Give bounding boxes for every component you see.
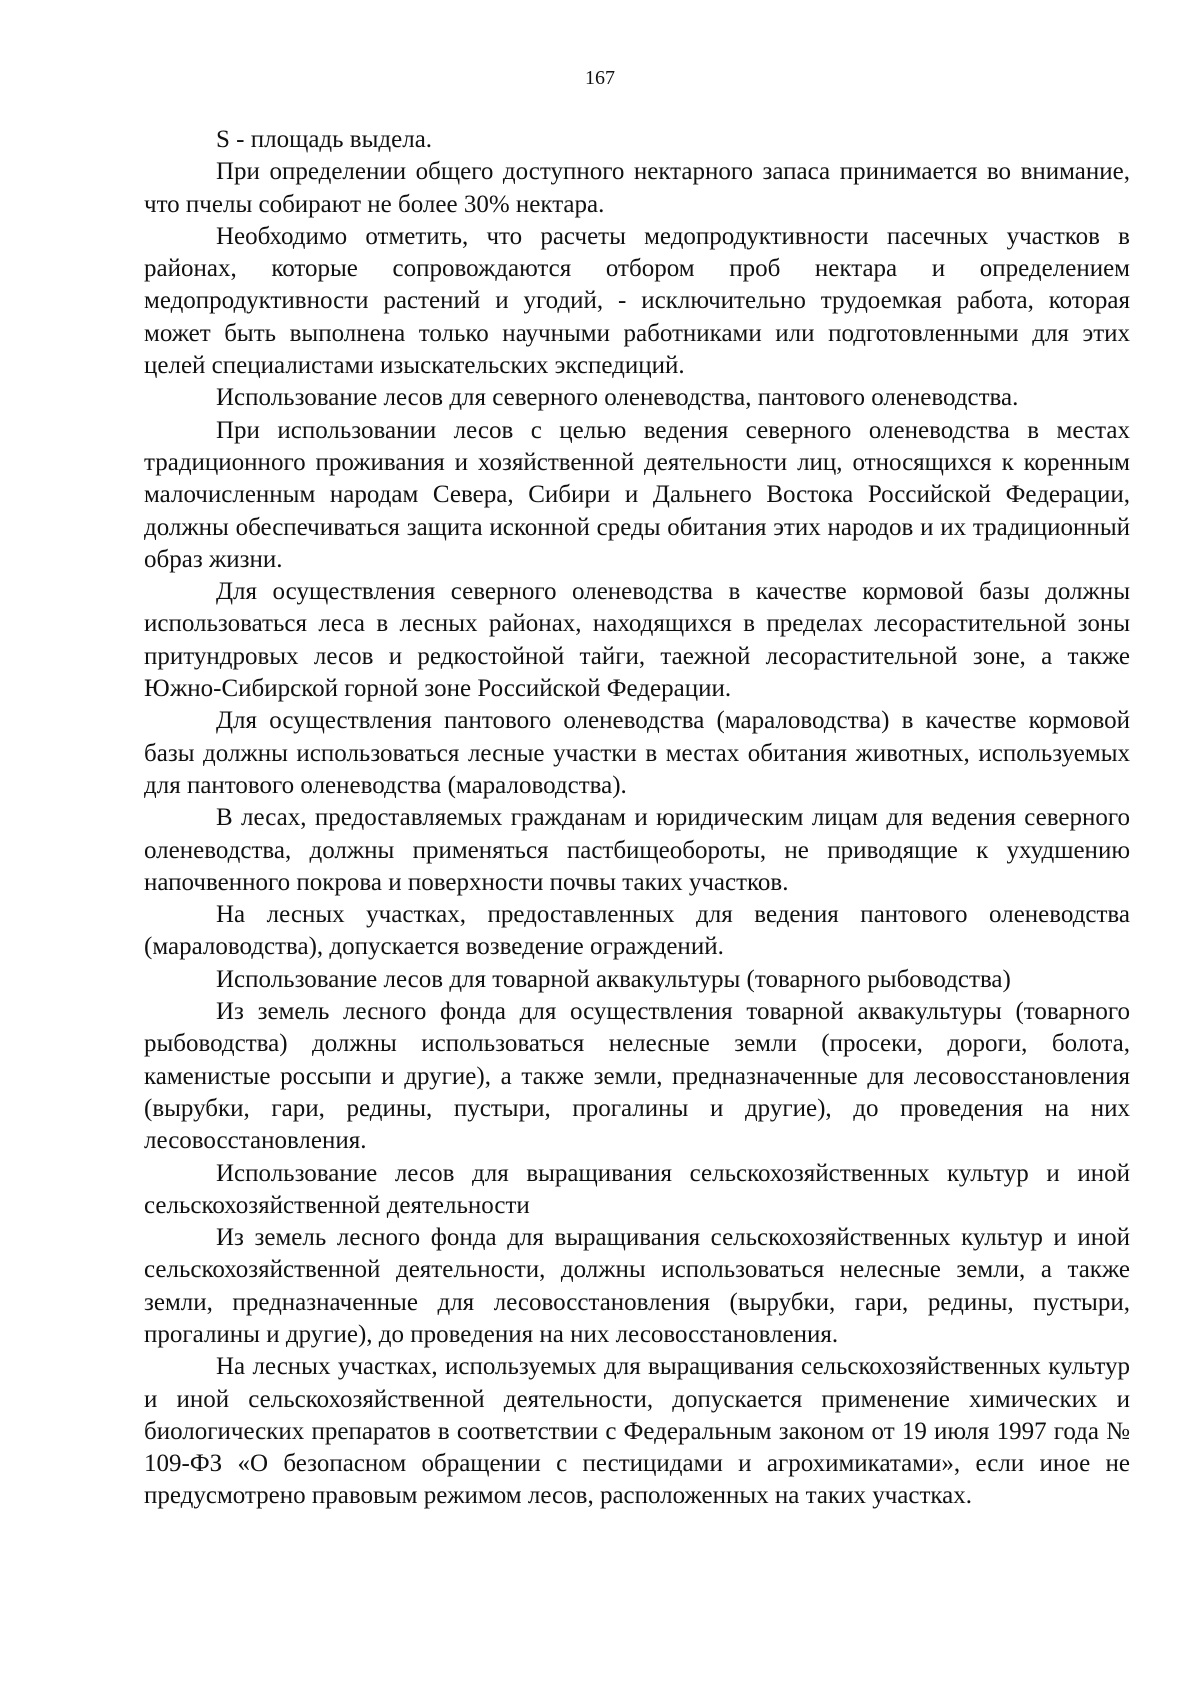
document-body (144, 124, 1130, 1513)
page-number: 167 (585, 67, 615, 89)
section-heading: Использование лесов для северного оленеводства, пантового оленеводства. (216, 384, 1019, 412)
paragraph: S - площадь выдела. (216, 126, 433, 153)
paragraph: На лесных участках, используемых для выращивания сельскохозяйственных культур и иной сельскохозяйственной деятельности, допускается применение химических и биологических препаратов в соответствии с Федеральным законом от 19 июля 1997 года № 109-ФЗ «О безопасном обращении с пестицидами и агрохимикатами», если иное не предусмотрено правовым режимом лесов, расположенных на таких участках. (144, 1353, 1130, 1510)
paragraph: При использовании лесов с целью ведения северного оленеводства в местах традиционного проживания и хозяйственной деятельности лиц, относящихся к коренным малочисленным народам Севера, Сибири и Дальнего Востока Российской Федерации, должны обеспечиваться защита исконной среды обитания этих народов и их традиционный образ жизни. (144, 416, 1130, 573)
section-heading: Использование лесов для товарной аквакультуры (товарного рыбоводства) (216, 965, 1011, 993)
paragraph: Для осуществления северного оленеводства в качестве кормовой базы должны использоваться леса в лесных районах, находящихся в пределах лесорастительной зоны притундровых лесов и редкостойной тайги, таежной лесорастительной зоне, а также Южно-Сибирской горной зоне Российской Федерации. (144, 578, 1130, 703)
paragraph: Из земель лесного фонда для осуществления товарной аквакультуры (товарного рыбоводства) должны использоваться нелесные земли (просеки, дороги, болота, каменистые россыпи и другие), а также земли, предназначенные для лесовосстановления (вырубки, гари, редины, пустыри, прогалины и другие), до проведения на них лесовосстановления. (144, 998, 1130, 1155)
paragraph: Из земель лесного фонда для выращивания сельскохозяйственных культур и иной сельскохозяйственной деятельности, должны использоваться нелесные земли, а также земли, предназначенные для лесовосстановления (вырубки, гари, редины, пустыри, прогалины и другие), до проведения на них лесовосстановления. (144, 1224, 1130, 1348)
section-heading: Использование лесов для выращивания сельскохозяйственных культур и иной сельскохозяйственной деятельности (144, 1159, 1130, 1219)
paragraph: При определении общего доступного нектарного запаса принимается во внимание, что пчелы собирают не более 30% нектара. (144, 158, 1130, 218)
paragraph: В лесах, предоставляемых гражданам и юридическим лицам для ведения северного оленеводства, должны применяться пастбищеобороты, не приводящие к ухудшению напочвенного покрова и поверхности почвы таких участков. (144, 804, 1130, 896)
paragraph: На лесных участках, предоставленных для ведения пантового оленеводства (мараловодства), допускается возведение ограждений. (144, 901, 1130, 961)
paragraph: Необходимо отметить, что расчеты медопродуктивности пасечных участков в районах, которые сопровождаются отбором проб нектара и определением медопродуктивности растений и угодий, - исключительно трудоемкая работа, которая может быть выполнена только научными работниками или подготовленными для этих целей специалистами изыскательских экспедиций. (144, 222, 1130, 380)
paragraph: Для осуществления пантового оленеводства (мараловодства) в качестве кормовой базы должны использоваться лесные участки в местах обитания животных, используемых для пантового оленеводства (мараловодства). (144, 707, 1130, 799)
